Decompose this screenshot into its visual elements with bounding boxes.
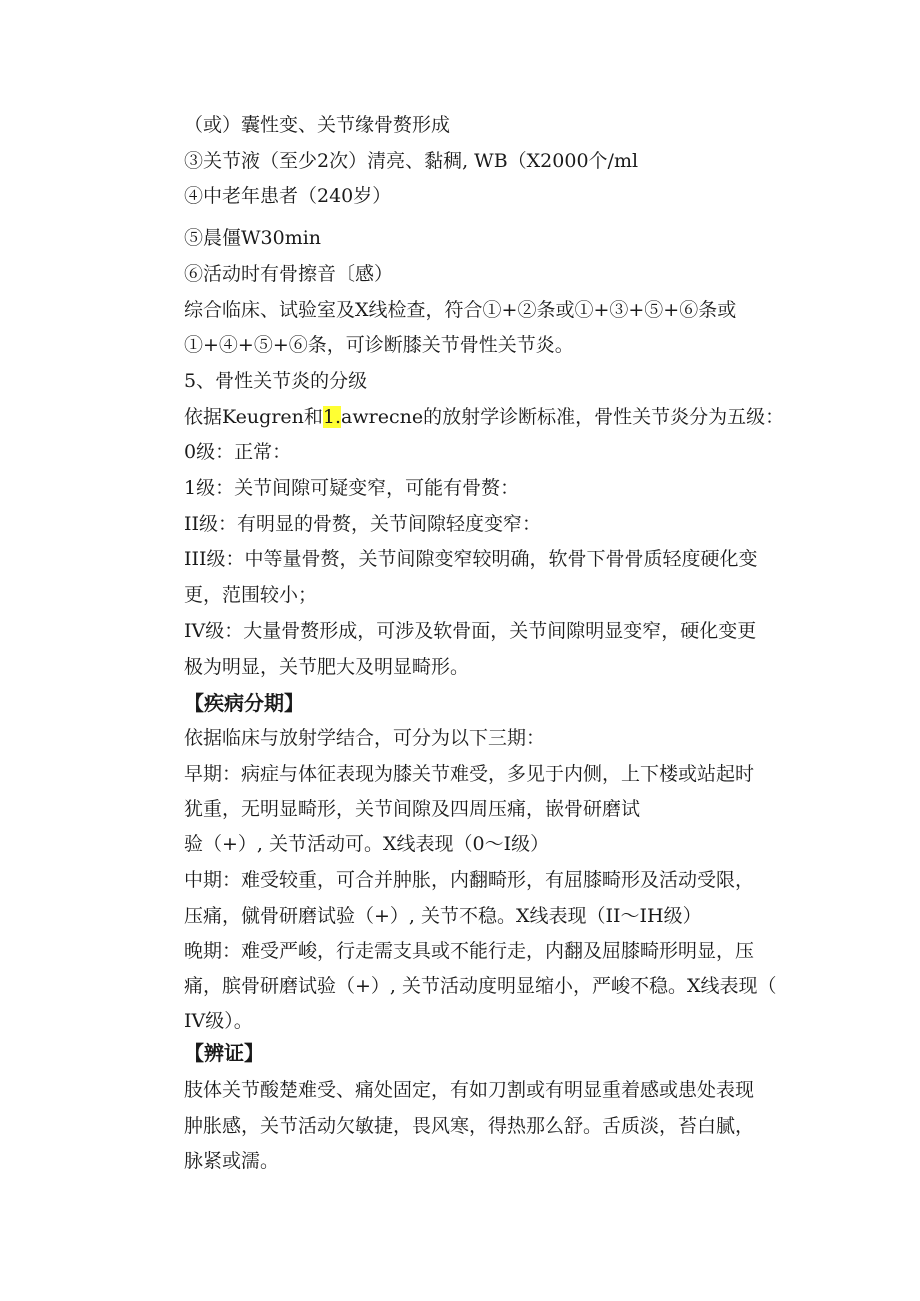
grading-intro-after: awrecne的放射学诊断标准，骨性关节炎分为五级： [341, 406, 785, 428]
section-title: 5、骨性关节炎的分级 [184, 370, 368, 392]
early-stage-cont: 犹重，无明显畸形，关节间隙及四周压痛，嵌骨研磨试 [184, 798, 641, 820]
early-stage: 早期：病症与体征表现为膝关节难受，多见于内侧，上下楼或站起时 [184, 763, 755, 785]
text-line: 肢体关节酸楚难受、痛处固定，有如刀割或有明显重着感或患处表现 [184, 1079, 755, 1101]
late-stage-cont: IV级）。 [184, 1010, 253, 1032]
grade-4: IV级：大量骨赘形成，可涉及软骨面，关节间隙明显变窄，硬化变更 [184, 620, 757, 642]
text-line: ①+④+⑤+⑥条，可诊断膝关节骨性关节炎。 [184, 334, 574, 356]
late-stage: 晚期：难受严峻，行走需支具或不能行走，内翻及屈膝畸形明显，压 [184, 940, 755, 962]
highlighted-text: 1. [322, 406, 342, 428]
grade-3: III级：中等量骨赘，关节间隙变窄较明确，软骨下骨骨质轻度硬化变 [184, 548, 758, 570]
grade-4-cont: 极为明显，关节肥大及明显畸形。 [184, 656, 470, 678]
text-line: 综合临床、试验室及X线检查，符合①+②条或①+③+⑤+⑥条或 [184, 299, 737, 321]
differentiation-heading: 【辨证】 [184, 1041, 264, 1065]
grade-1: 1级：关节间隙可疑变窄，可能有骨赘： [184, 477, 520, 499]
text-line: （或）囊性变、关节缘骨赘形成 [184, 114, 451, 136]
grade-0: 0级：正常： [184, 441, 292, 463]
text-line: 脉紧或濡。 [184, 1150, 280, 1172]
text-line: 肿胀感，关节活动欠敏捷，畏风寒，得热那么舒。舌质淡，苔白腻， [184, 1115, 755, 1137]
text-line: ⑤晨僵W30min [184, 227, 322, 249]
middle-stage: 中期：难受较重，可合并肿胀，内翻畸形，有屈膝畸形及活动受限， [184, 869, 755, 891]
grading-intro [184, 404, 784, 430]
text-line: 依据临床与放射学结合，可分为以下三期： [184, 727, 546, 749]
text-line: ④中老年患者（240岁） [184, 185, 392, 207]
grade-3-cont: 更，范围较小； [184, 584, 318, 606]
text-line: ③关节液（至少2次）清亮、黏稠, WB（X2000个/ml [184, 150, 639, 172]
early-stage-cont: 验（+）, 关节活动可。X线表现（0〜I级） [184, 833, 550, 855]
grading-intro-before: 依据Keugren和 [184, 406, 323, 428]
staging-heading: 【疾病分期】 [184, 691, 304, 715]
text-line: ⑥活动时有骨擦音〔感） [184, 263, 394, 285]
middle-stage-cont: 压痛，僦骨研磨试验（+）, 关节不稳。X线表现（II〜IH级） [184, 905, 702, 927]
late-stage-cont: 痛，膑骨研磨试验（+）, 关节活动度明显缩小，严峻不稳。X线表现（ [184, 975, 777, 997]
grade-2: II级：有明显的骨赘，关节间隙轻度变窄： [184, 513, 542, 535]
